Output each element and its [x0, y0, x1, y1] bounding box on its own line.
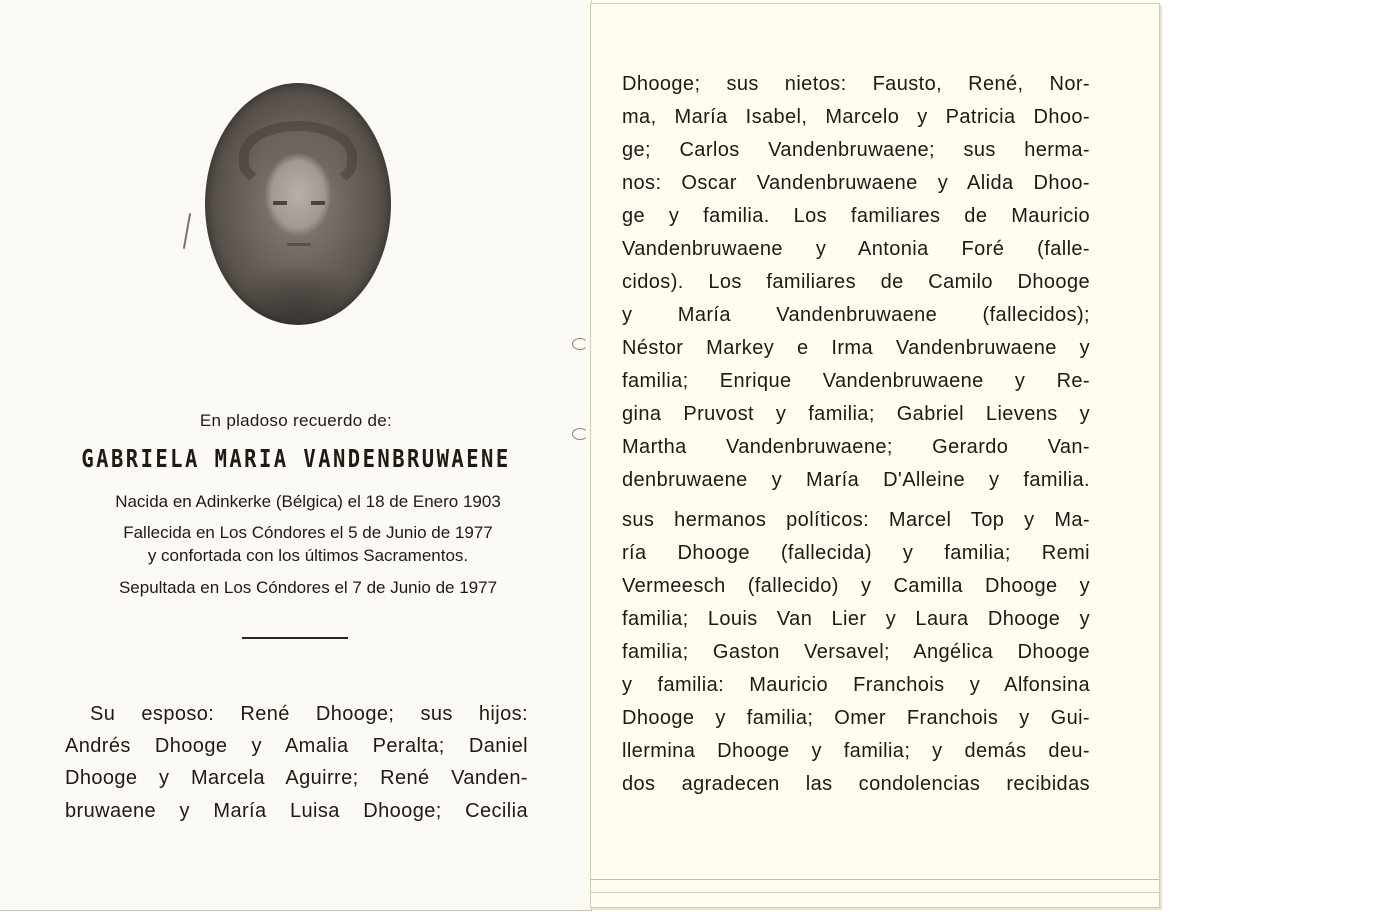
birth-line: Nacida en Adinkerke (Bélgica) el 18 de Enero 1903: [115, 492, 501, 511]
divider-rule: [242, 637, 348, 639]
pencil-mark: [183, 213, 191, 249]
body-line: ge; Carlos Vandenbruwaene; sus herma-: [622, 139, 1090, 161]
body-line: Néstor Markey e Irma Vandenbruwaene y: [622, 337, 1090, 359]
body-line: sus hermanos políticos: Marcel Top y Ma-: [622, 509, 1090, 531]
deceased-name: GABRIELA MARIA VANDENBRUWAENE: [81, 444, 511, 473]
body-line: y María Vandenbruwaene (fallecidos);: [622, 304, 1090, 326]
body-line: familia; Gaston Versavel; Angélica Dhooge: [622, 641, 1090, 663]
body-line: Vermeesch (fallecido) y Camilla Dhooge y: [622, 575, 1090, 597]
body-line: familia; Enrique Vandenbruwaene y Re-: [622, 370, 1090, 392]
staple-mark: [572, 338, 588, 350]
body-line: llermina Dhooge y familia; y demás deu-: [622, 740, 1090, 762]
intro-text: En pladoso recuerdo de:: [199, 411, 393, 430]
body-line: ge y familia. Los familiares de Mauricio: [622, 205, 1090, 227]
sacraments-line: y confortada con los últimos Sacramentos.: [147, 546, 469, 565]
body-line: Andrés Dhooge y Amalia Peralta; Daniel: [65, 735, 528, 757]
staple-mark: [572, 428, 588, 440]
body-line: familia; Louis Van Lier y Laura Dhooge y: [622, 608, 1090, 630]
burial-line: Sepultada en Los Cóndores el 7 de Junio de 1977: [118, 578, 498, 597]
body-line: ría Dhooge (fallecida) y familia; Remi: [622, 542, 1090, 564]
portrait-photo: [205, 83, 391, 325]
portrait-hair: [239, 121, 357, 191]
body-line: gina Pruvost y familia; Gabriel Lievens y: [622, 403, 1090, 425]
body-line: denbruwaene y María D'Alleine y familia.: [622, 469, 1090, 491]
body-line: Su esposo: René Dhooge; sus hijos:: [90, 703, 528, 725]
body-line: Dhooge y Marcela Aguirre; René Vanden-: [65, 767, 528, 789]
death-line: Fallecida en Los Cóndores el 5 de Junio de 1977: [123, 523, 493, 542]
body-line: bruwaene y María Luisa Dhooge; Cecilia: [65, 800, 528, 822]
body-line: cidos). Los familiares de Camilo Dhooge: [622, 271, 1090, 293]
body-line: Dhooge; sus nietos: Fausto, René, Nor-: [622, 73, 1090, 95]
body-line: dos agradecen las condolencias recibidas: [622, 773, 1090, 795]
portrait-mouth: [287, 243, 311, 246]
body-line: Martha Vandenbruwaene; Gerardo Van-: [622, 436, 1090, 458]
body-line: y familia: Mauricio Franchois y Alfonsina: [622, 674, 1090, 696]
portrait-eyes: [273, 201, 325, 205]
body-line: ma, María Isabel, Marcelo y Patricia Dhoo-: [622, 106, 1090, 128]
body-line: nos: Oscar Vandenbruwaene y Alida Dhoo-: [622, 172, 1090, 194]
left-page: [0, 0, 592, 911]
body-line: Vandenbruwaene y Antonia Foré (falle-: [622, 238, 1090, 260]
body-line: Dhooge y familia; Omer Franchois y Gui-: [622, 707, 1090, 729]
